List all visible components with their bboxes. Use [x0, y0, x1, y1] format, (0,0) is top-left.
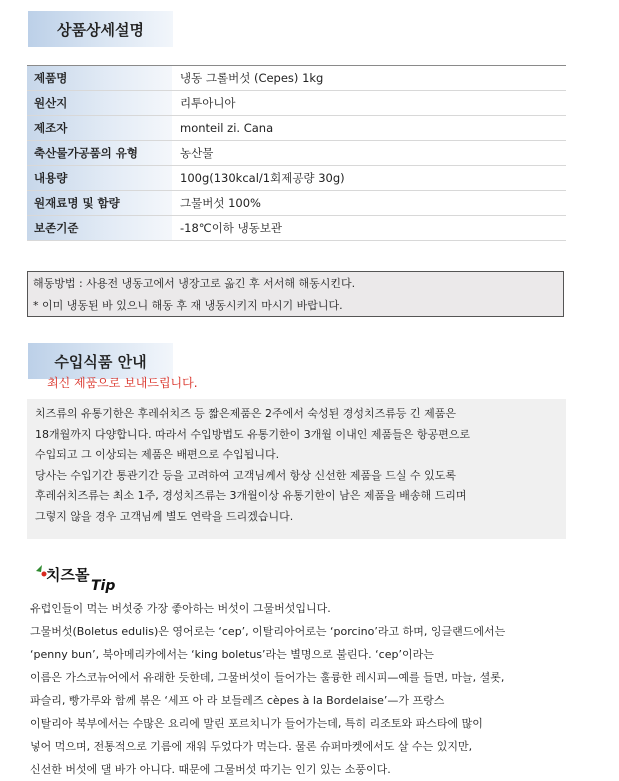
logo-tip: Tip — [91, 578, 116, 593]
spec-row — [27, 66, 566, 91]
logo-korean: 치즈몰 — [46, 566, 90, 584]
tip-line: 파슬리, 빵가루와 함께 볶은 ‘세프 아 라 보들레즈 cèpes à la Bordelaise’—가 프랑스 — [30, 694, 445, 707]
spec-label: 원재료명 및 함량 — [27, 191, 172, 215]
spec-value: 100g(130kcal/1회제공량 30g) — [180, 171, 345, 185]
tip-line: 그물버섯(Boletus edulis)은 영어로는 ‘cep’, 이탈리아어로는 ‘porcino’라고 하며, 잉글랜드에서는 — [30, 625, 506, 638]
spec-value: 농산물 — [180, 146, 214, 160]
spec-row — [27, 91, 566, 116]
tip-line: 신선한 버섯에 댈 바가 아니다. 때문에 그물버섯 따기는 인기 있는 소풍이다. — [30, 763, 391, 776]
thaw-notice-box — [27, 271, 564, 317]
spec-label: 제조자 — [27, 116, 172, 140]
import-highlight: 최신 제품으로 보내드립니다. — [47, 376, 198, 390]
paragraph-line: 치즈류의 유통기한은 후레쉬치즈 등 짧은제품은 2주에서 숙성된 경성치즈류등 긴 제품은 — [35, 407, 457, 420]
tip-line: 유럽인들이 먹는 버섯중 가장 좋아하는 버섯이 그물버섯입니다. — [30, 602, 331, 615]
mushroom-tip-text — [30, 597, 590, 781]
notice-line: 해동방법 : 사용전 냉동고에서 냉장고로 옮긴 후 서서해 해동시킨다. — [33, 277, 356, 290]
paragraph-line: 수입되고 그 이상되는 제품은 배편으로 수입됩니다. — [35, 448, 280, 461]
paragraph-line: 후레쉬치즈류는 최소 1주, 경성치즈류는 3개월이상 유통기한이 남은 제품을 배송해 드리며 — [35, 489, 467, 502]
import-info-title: 수입식품 안내 — [28, 343, 173, 379]
spec-row — [27, 191, 566, 216]
paragraph-line: 당사는 수입기간 통관기간 등을 고려하여 고객님께서 항상 신선한 제품을 드실 수 있도록 — [35, 468, 456, 482]
cheesemall-tip-logo — [34, 561, 124, 593]
spec-label: 축산물가공품의 유형 — [27, 141, 172, 165]
tip-line: 넣어 먹으며, 전통적으로 기름에 재워 두었다가 먹는다. 물론 슈퍼마켓에서도 살 수는 있지만, — [30, 740, 473, 753]
product-detail-title: 상품상세설명 — [28, 11, 173, 47]
spec-row — [27, 141, 566, 166]
spec-value: 리투아니아 — [180, 96, 236, 110]
spec-value: 냉동 그롤버섯 (Cepes) 1kg — [180, 71, 324, 85]
notice-line: * 이미 냉동된 바 있으니 해동 후 재 냉동시키지 마시기 바랍니다. — [33, 299, 343, 312]
spec-row — [27, 116, 566, 141]
tip-line: 이름은 가스코뉴어에서 유래한 듯한데, 그물버섯이 들어가는 훌륭한 레시피—예를 들면, 마늘, 셜롯, — [30, 671, 505, 684]
spec-table — [27, 65, 566, 241]
tip-line: 이탈리아 북부에서는 수많은 요리에 말린 포르치니가 들어가는데, 특히 리조토와 파스타에 많이 — [30, 717, 483, 730]
spec-value: monteil zi. Cana — [180, 121, 274, 135]
spec-label: 보존기준 — [27, 216, 172, 240]
spec-value: 그물버섯 100% — [180, 196, 261, 210]
spec-label: 내용량 — [27, 166, 172, 190]
spec-row — [27, 166, 566, 191]
paragraph-line: 그렇지 않을 경우 고객님께 별도 연락을 드리겠습니다. — [35, 509, 294, 523]
paragraph-line: 18개월까지 다양합니다. 따라서 수입방법도 유통기한이 3개월 이내인 제품들은 항공편으로 — [35, 427, 470, 441]
spec-value: -18℃이하 냉동보관 — [180, 221, 283, 235]
spec-label: 제품명 — [27, 66, 172, 90]
spec-row — [27, 216, 566, 241]
leaf-icon — [36, 565, 42, 572]
tip-line: ‘penny bun’, 북아메리카에서는 ‘king boletus’라는 별명으로 불린다. ‘cep’이라는 — [30, 648, 434, 661]
import-info-box — [27, 399, 566, 539]
spec-label: 원산지 — [27, 91, 172, 115]
